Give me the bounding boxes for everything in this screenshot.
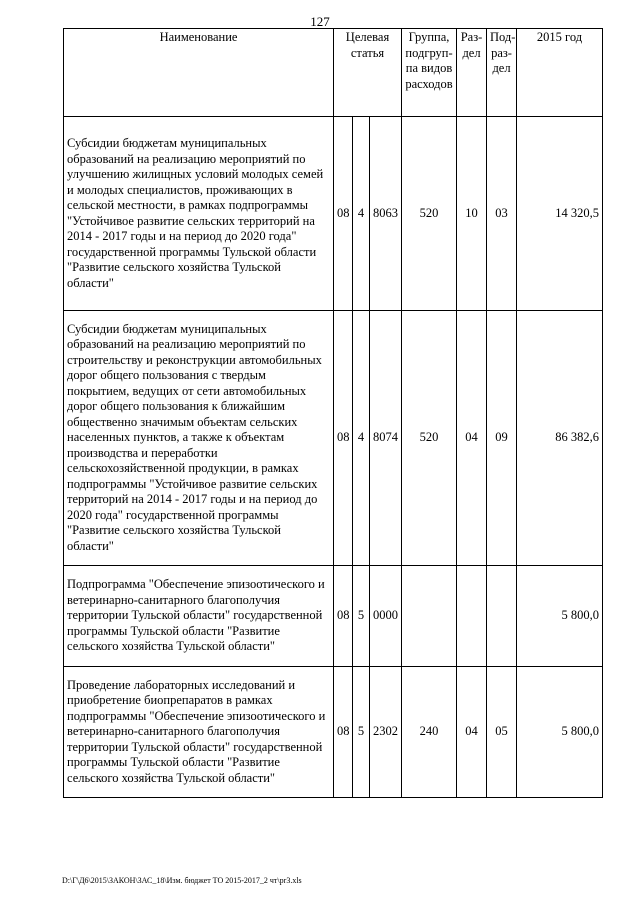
header-expense-group: Группа, подгруп-па видов расходов: [402, 29, 457, 117]
row-amount: 5 800,0: [517, 667, 603, 798]
row-subsection: [487, 566, 517, 667]
row-expense-group: 520: [402, 311, 457, 566]
row-name: Субсидии бюджетам муниципальных образований на реализацию мероприятий по улучшению жилищных условий молодых семей и молодых специалистов, проживающих в сельской местности, в рамках подпрограммы "Устойчивое развитие сельских территорий на 2014 - 2017 годы и на период до 2020 года" государственной программы Тульской области "Развитие сельского хозяйства Тульской области": [64, 117, 334, 311]
row-amount: 86 382,6: [517, 311, 603, 566]
header-year: 2015 год: [517, 29, 603, 117]
row-section: 04: [457, 311, 487, 566]
row-name: Проведение лабораторных исследований и приобретение биопрепаратов в рамках подпрограммы "Обеспечение эпизоотического и ветеринарно-санитарного благополучия территории Тульской области" государственной программы Тульской области "Развитие сельского хозяйства Тульской области": [64, 667, 334, 798]
row-expense-group: 520: [402, 117, 457, 311]
row-amount: 5 800,0: [517, 566, 603, 667]
row-subprogram-code: 5: [353, 667, 370, 798]
header-name: Наименование: [64, 29, 334, 117]
row-subsection: 09: [487, 311, 517, 566]
header-section: Раз-дел: [457, 29, 487, 117]
row-expense-group: 240: [402, 667, 457, 798]
row-program-code: 08: [334, 117, 353, 311]
row-name: Субсидии бюджетам муниципальных образований на реализацию мероприятий по строительству и реконструкции автомобильных дорог общего пользования с твердым покрытием, ведущих от сети автомобильных дорог общего пользования к ближайшим общественно значимым объектам сельских населенных пунктов, а также к объектам производства и переработки сельскохозяйственной продукции, в рамках подпрограммы "Устойчивое развитие сельских территорий на 2014 - 2017 годы и на период до 2020 года" государственной программы "Развитие сельского хозяйства Тульской области": [64, 311, 334, 566]
row-expense-group: [402, 566, 457, 667]
table-row: [64, 117, 603, 311]
row-direction-code: 8074: [370, 311, 402, 566]
row-subprogram-code: 4: [353, 311, 370, 566]
row-name: Подпрограмма "Обеспечение эпизоотического и ветеринарно-санитарного благополучия территории Тульской области" государственной программы Тульской области "Развитие сельского хозяйства Тульской области": [64, 566, 334, 667]
row-program-code: 08: [334, 667, 353, 798]
table-row: [64, 311, 603, 566]
row-subprogram-code: 5: [353, 566, 370, 667]
row-direction-code: 0000: [370, 566, 402, 667]
row-program-code: 08: [334, 566, 353, 667]
row-section: 10: [457, 117, 487, 311]
row-section: [457, 566, 487, 667]
row-program-code: 08: [334, 311, 353, 566]
row-subprogram-code: 4: [353, 117, 370, 311]
footer-file-path: D:\Г\Д6\2015\ЗАКОН\ЗАС_18\Изм. бюджет ТО 2015-2017_2 чт\pr3.xls: [62, 876, 302, 885]
table-row: [64, 667, 603, 798]
budget-table: [63, 28, 603, 798]
page-number: 127: [310, 14, 330, 29]
row-section: 04: [457, 667, 487, 798]
table-row: [64, 566, 603, 667]
row-direction-code: 8063: [370, 117, 402, 311]
table-header-row: [64, 29, 603, 117]
header-subsection: Под-раз-дел: [487, 29, 517, 117]
header-target-article: Целевая статья: [334, 29, 402, 117]
row-subsection: 05: [487, 667, 517, 798]
row-direction-code: 2302: [370, 667, 402, 798]
row-subsection: 03: [487, 117, 517, 311]
row-amount: 14 320,5: [517, 117, 603, 311]
